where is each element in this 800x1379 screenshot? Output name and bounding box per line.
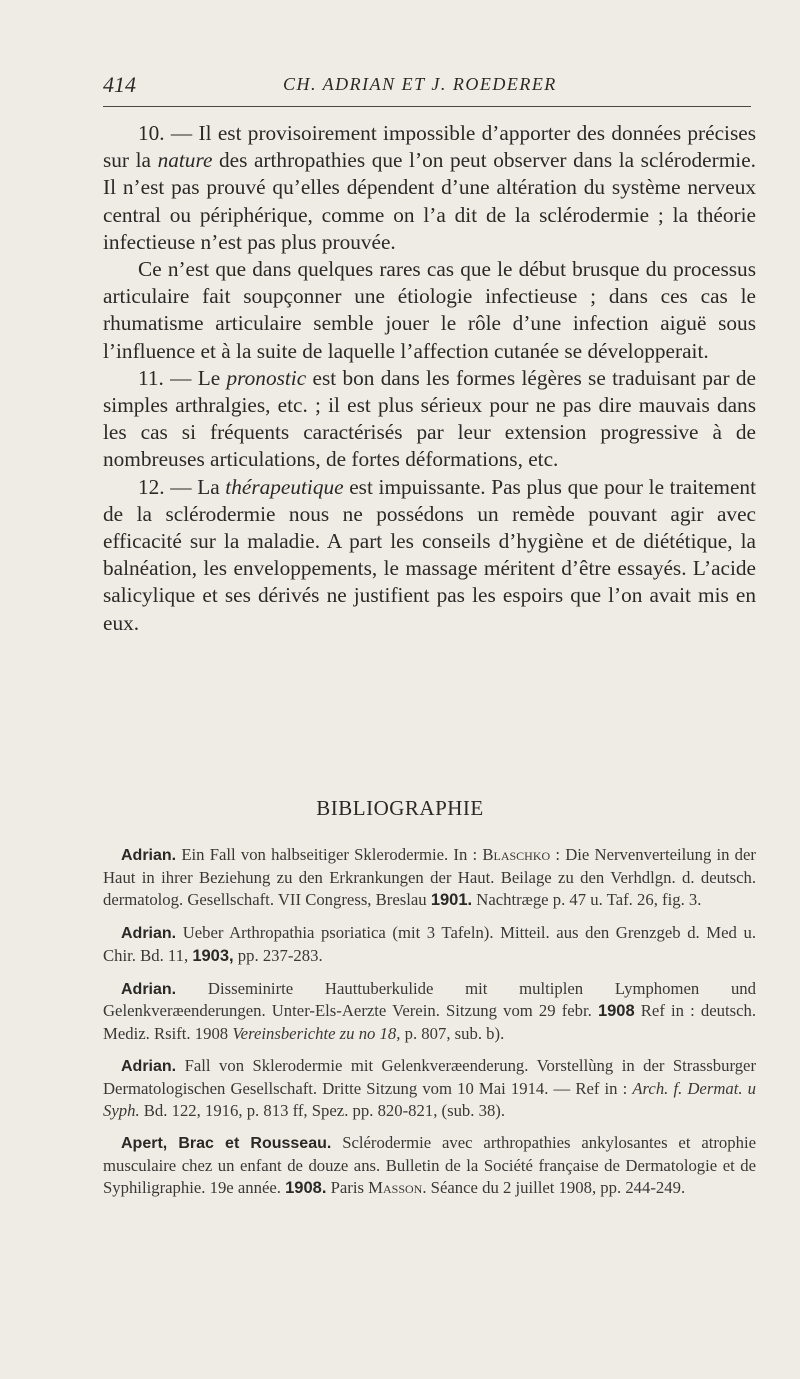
header-rule	[103, 106, 751, 107]
paragraph-11: 11. — Le pronostic est bon dans les formes légères se traduisant par de simples arthralgies, etc. ; il est plus sérieux pour ne pas dire mauvais dans les cas si fréquents caractérisés par leur extension progressive à de nombreuses articulations, de fortes déformations, etc.	[103, 365, 756, 472]
entry-author: Adrian.	[121, 924, 177, 942]
bibliography-list	[103, 844, 756, 1210]
entry-year: 1908	[597, 1002, 635, 1021]
entry-year: 1903,	[192, 946, 234, 965]
main-text	[103, 120, 756, 637]
bibliography-entry: Apert, Brac et Rousseau. Sclérodermie avec arthropathies ankylosantes et atrophie musculaire chez un enfant de douze ans. Bulletin de la Société française de Dermatologie et de Syphiligraphie. 19e année. 1908. Paris Masson. Séance du 2 juillet 1908, pp. 244-249.	[103, 1132, 757, 1197]
entry-author: Adrian.	[121, 980, 177, 998]
bibliography-entry: Adrian. Disseminirte Hauttuberkulide mit multiplen Lymphomen und Gelenkveræenderungen. Unter-Els-Aerzte Verein. Sitzung vom 29 febr. 1908 Ref in : deutsch. Mediz. Rsift. 1908 Vereinsberichte zu no 18, p. 807, sub. b).	[103, 978, 757, 1044]
entry-author: Apert, Brac et Rousseau.	[121, 1134, 332, 1152]
page-number: 414	[103, 72, 136, 97]
entry-year: 1908.	[285, 1178, 327, 1197]
entry-author: Adrian.	[121, 1058, 177, 1076]
paragraph-10-cont: Ce n’est que dans quelques rares cas que le début brusque du processus articulaire fait soupçonner une étiologie infectieuse ; dans ces cas le rhumatisme articulaire semble jouer le rôle d’une infection aiguë sous l’influence et à la suite de laquelle l’affection cutanée se développerait.	[103, 257, 756, 363]
running-head: CH. ADRIAN ET J. ROEDERER	[283, 74, 557, 94]
entry-year: 1901.	[430, 890, 473, 909]
bibliography-entry: Adrian. Fall von Sklerodermie mit Gelenkveræenderung. Vorstellùng in der Strassburger Dermatologischen Gesellschaft. Dritte Sitzung vom 10 Mai 1914. — Ref in : Arch. f. Dermat. u Syph. Bd. 122, 1916, p. 813 ff, Spez. pp. 820-821, (sub. 38).	[103, 1056, 757, 1121]
section-title-bibliographie: BIBLIOGRAPHIE	[316, 796, 484, 820]
page-header	[103, 72, 750, 102]
paragraph-12: 12. — La thérapeutique est impuissante. Pas plus que pour le traitement de la sclérodermie nous ne possédons un remède pouvant agir avec efficacité sur la maladie. A part les conseils d’hygiène et de diététique, la balnéation, les enveloppements, le massage méritent d’être essayés. L’acide salicylique et ses dérivés ne justifient pas les espoirs que l’on avait mis en eux.	[103, 474, 756, 635]
paragraph-10: 10. — Il est provisoirement impossible d’apporter des données précises sur la nature des arthropathies que l’on peut observer dans la sclérodermie. Il n’est pas prouvé qu’elles dépendent d’une altération du système nerveux central ou périphérique, comme on l’a dit de la sclérodermie ; la théorie infectieuse n’est pas plus prouvée.	[103, 121, 756, 254]
bibliography-entry: Adrian. Ein Fall von halbseitiger Sklerodermie. In : Blaschko : Die Nervenverteilung in der Haut in ihrer Beziehung zu den Erkrankungen der Haut. Beilage zu den Verhdlgn. d. deutsch. dermatolog. Gesellschaft. VII Congress, Breslau 1901. Nachtræge p. 47 u. Taf. 26, fig. 3.	[103, 845, 756, 909]
entry-author: Adrian.	[121, 847, 177, 864]
bibliography-entry: Adrian. Ueber Arthropathia psoriatica (mit 3 Tafeln). Mitteil. aus den Grenzgeb d. Med u. Chir. Bd. 11, 1903, pp. 237-283.	[103, 922, 756, 965]
